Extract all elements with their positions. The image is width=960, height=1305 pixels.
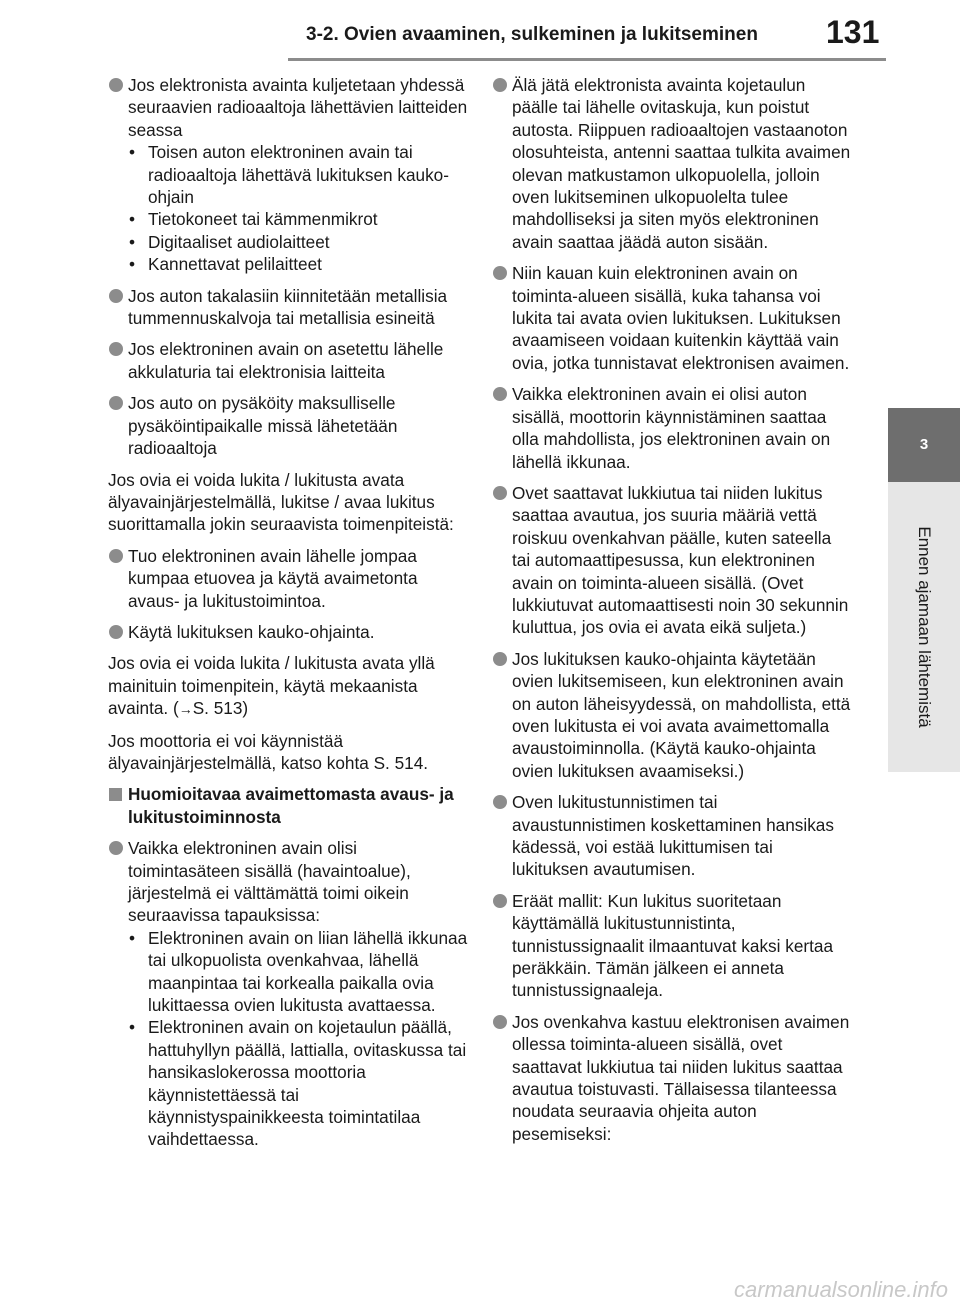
bullet-item — [108, 285, 468, 330]
chapter-number: 3 — [919, 436, 929, 453]
page-header — [0, 0, 960, 60]
bullet-item — [108, 392, 468, 459]
paragraph: Jos ovia ei voida lukita / lukitusta avata älyavainjärjestelmällä, lukitse / avaa lukitus suorittamalla jokin seuraavista toimenpiteistä: — [108, 469, 454, 535]
circle-bullet-icon — [109, 342, 123, 356]
bullet-text: Jos auto on pysäköity maksulliselle pysäköintipaikalle missä lähetetään radioaaltoja — [128, 393, 398, 459]
bullet-text: Käytä lukituksen kauko-ohjainta. — [128, 621, 375, 642]
left-column — [108, 74, 468, 1160]
circle-bullet-icon — [493, 894, 507, 908]
header-rule — [288, 58, 886, 61]
section-heading — [108, 783, 468, 828]
chapter-tab — [888, 408, 960, 482]
bullet-text: Jos auton takalasiin kiinnitetään metallisia tummennuskalvoja tai metallisia esineitä — [128, 285, 448, 329]
chapter-label: Ennen ajamaan lähtemistä — [915, 526, 934, 728]
circle-bullet-icon — [109, 396, 123, 410]
bullet-item — [492, 383, 852, 473]
page-number: 131 — [826, 14, 880, 50]
bullet-item — [108, 338, 468, 383]
circle-bullet-icon — [109, 625, 123, 639]
bullet-text: Jos ovenkahva kastuu elektronisen avaimen ollessa toiminta-alueen sisällä, ovet saattavat lukkiutua tai niiden lukitus saattaa avautua toistuvasti. Tällaisessa tilanteessa noudata seuraavia ohjeita auton pesemiseksi: — [512, 1011, 850, 1144]
bullet-item — [108, 74, 468, 276]
watermark: carmanualsonline.info — [733, 1277, 948, 1302]
bullet-item — [492, 648, 852, 782]
bullet-item — [108, 545, 468, 612]
circle-bullet-icon — [493, 486, 507, 500]
bullet-item — [492, 482, 852, 639]
circle-bullet-icon — [109, 841, 123, 855]
circle-bullet-icon — [493, 1015, 507, 1029]
right-column — [492, 74, 852, 1154]
sub-list — [128, 141, 468, 275]
circle-bullet-icon — [493, 387, 507, 401]
sub-list-item: • Elektroninen avain on kojetaulun päällä, hattuhyllyn päällä, lattialla, ovitaskussa tai hansikaslokerossa moottoria käynnistettäessä tai käynnistyspainikkeesta toimintatilaa vaihdettaessa. — [128, 1016, 468, 1150]
circle-bullet-icon — [109, 78, 123, 92]
sub-list-item: • Elektroninen avain on liian lähellä ikkunaa tai ulkopuolista ovenkahvaa, lähellä maanpintaa tai korkealla paikalla ovia lukittaessa ovien lukitusta avattaessa. — [128, 927, 468, 1017]
bullet-text: Tuo elektroninen avain lähelle jompaa kumpaa etuovea ja käytä avaimetonta avaus- ja lukitustoimintoa. — [128, 545, 418, 611]
paragraph — [108, 652, 468, 720]
sub-list — [128, 927, 468, 1151]
bullet-item — [492, 1011, 852, 1145]
sub-list-item: • Kannettavat pelilaitteet — [128, 253, 468, 275]
circle-bullet-icon — [109, 289, 123, 303]
circle-bullet-icon — [109, 549, 123, 563]
arrow-right-icon: → — [178, 701, 193, 718]
bullet-item — [492, 262, 852, 374]
sub-list-item: • Toisen auton elektroninen avain tai radioaaltoja lähettävä lukituksen kauko-ohjain — [128, 141, 468, 208]
bullet-text: Älä jätä elektronista avainta kojetaulun päälle tai lähelle ovitaskuja, kun poistut autosta. Riippuen radioaaltojen vastaanoton olosuhteista, antenni saattaa tulkita avaimen olevan matkustamon ulkopuolella, jolloin oven lukitseminen ulkopuolelta tulee mahdolliseksi ja siten myös elektroninen avain saattaa jäädä auton sisään. — [512, 75, 851, 252]
paragraph-text: Jos ovia ei voida lukita / lukitusta avata yllä mainituin toimenpitein, käytä mekaanista avainta. ( — [108, 653, 435, 719]
bullet-text: Vaikka elektroninen avain olisi toimintasäteen sisällä (havaintoalue), järjestelmä ei välttämättä toimi oikein seuraavissa tapauksissa: — [128, 838, 411, 926]
square-bullet-icon — [109, 788, 122, 801]
bullet-item — [492, 890, 852, 1002]
bullet-text: Oven lukitustunnistimen tai avaustunnistimen koskettaminen hansikas kädessä, voi estää lukittumisen tai lukituksen avautumisen. — [512, 792, 834, 880]
circle-bullet-icon — [493, 266, 507, 280]
bullet-text: Jos elektronista avainta kuljetetaan yhdessä seuraavien radioaaltoja lähettävien laitteiden seassa — [128, 75, 468, 140]
bullet-text: Niin kauan kuin elektroninen avain on toiminta-alueen sisällä, kuka tahansa voi lukita tai avata ovien lukituksen. Lukituksen avaamiseen voidaan kuitenkin käyttää vain ovia, jotka tunnistavat elektronisen avaimen. — [512, 263, 850, 373]
bullet-text: Eräät mallit: Kun lukitus suoritetaan käyttämällä lukitustunnistinta, tunnistussignaalit ilmaantuvat kaksi kertaa peräkkäin. Tämän jälkeen ei anneta tunnistussignaaleja. — [512, 890, 833, 1001]
circle-bullet-icon — [493, 78, 507, 92]
circle-bullet-icon — [493, 795, 507, 809]
paragraph: Jos moottoria ei voi käynnistää älyavainjärjestelmällä, katso kohta S. 514. — [108, 730, 429, 773]
bullet-item — [108, 837, 468, 1151]
bullet-text: Vaikka elektroninen avain ei olisi auton sisällä, moottorin käynnistäminen saattaa olla mahdollista, jos elektroninen avain on lähellä ikkunaa. — [512, 384, 831, 472]
bullet-item — [492, 74, 852, 253]
header-title: 3-2. Ovien avaaminen, sulkeminen ja lukitseminen — [306, 24, 758, 45]
sub-list-item: • Tietokoneet tai kämmenmikrot — [128, 208, 468, 230]
chapter-label-panel — [888, 482, 960, 772]
bullet-text: Jos elektroninen avain on asetettu lähelle akkulaturia tai elektronisia laitteita — [128, 339, 444, 382]
sub-list-item: • Digitaaliset audiolaitteet — [128, 231, 468, 253]
bullet-item — [108, 621, 468, 643]
heading-text: Huomioitavaa avaimettomasta avaus- ja lukitustoiminnosta — [128, 784, 454, 827]
page-reference-link[interactable]: S. 513) — [192, 698, 249, 719]
circle-bullet-icon — [493, 652, 507, 666]
bullet-text: Ovet saattavat lukkiutua tai niiden lukitus saattaa avautua, jos suuria määriä vettä roiskuu ovenkahvan päälle, kuten sateella tai automaattipesussa, kun elektroninen avain on toiminta-alueen sisällä. (Ovet lukkiutuvat automaattisesti noin 30 sekunnin kuluttua, jos ovia ei avata eikä suljeta.) — [512, 482, 849, 638]
bullet-item — [492, 791, 852, 881]
bullet-text: Jos lukituksen kauko-ohjainta käytetään ovien lukitsemiseen, kun elektroninen avain on auton läheisyydessä, on mahdollista, että oven lukitusta ei voi avata avaimettomalla avaustoiminnolla. (Käytä kauko-ohjainta ovien lukituksen avaamiseksi.) — [512, 648, 851, 781]
